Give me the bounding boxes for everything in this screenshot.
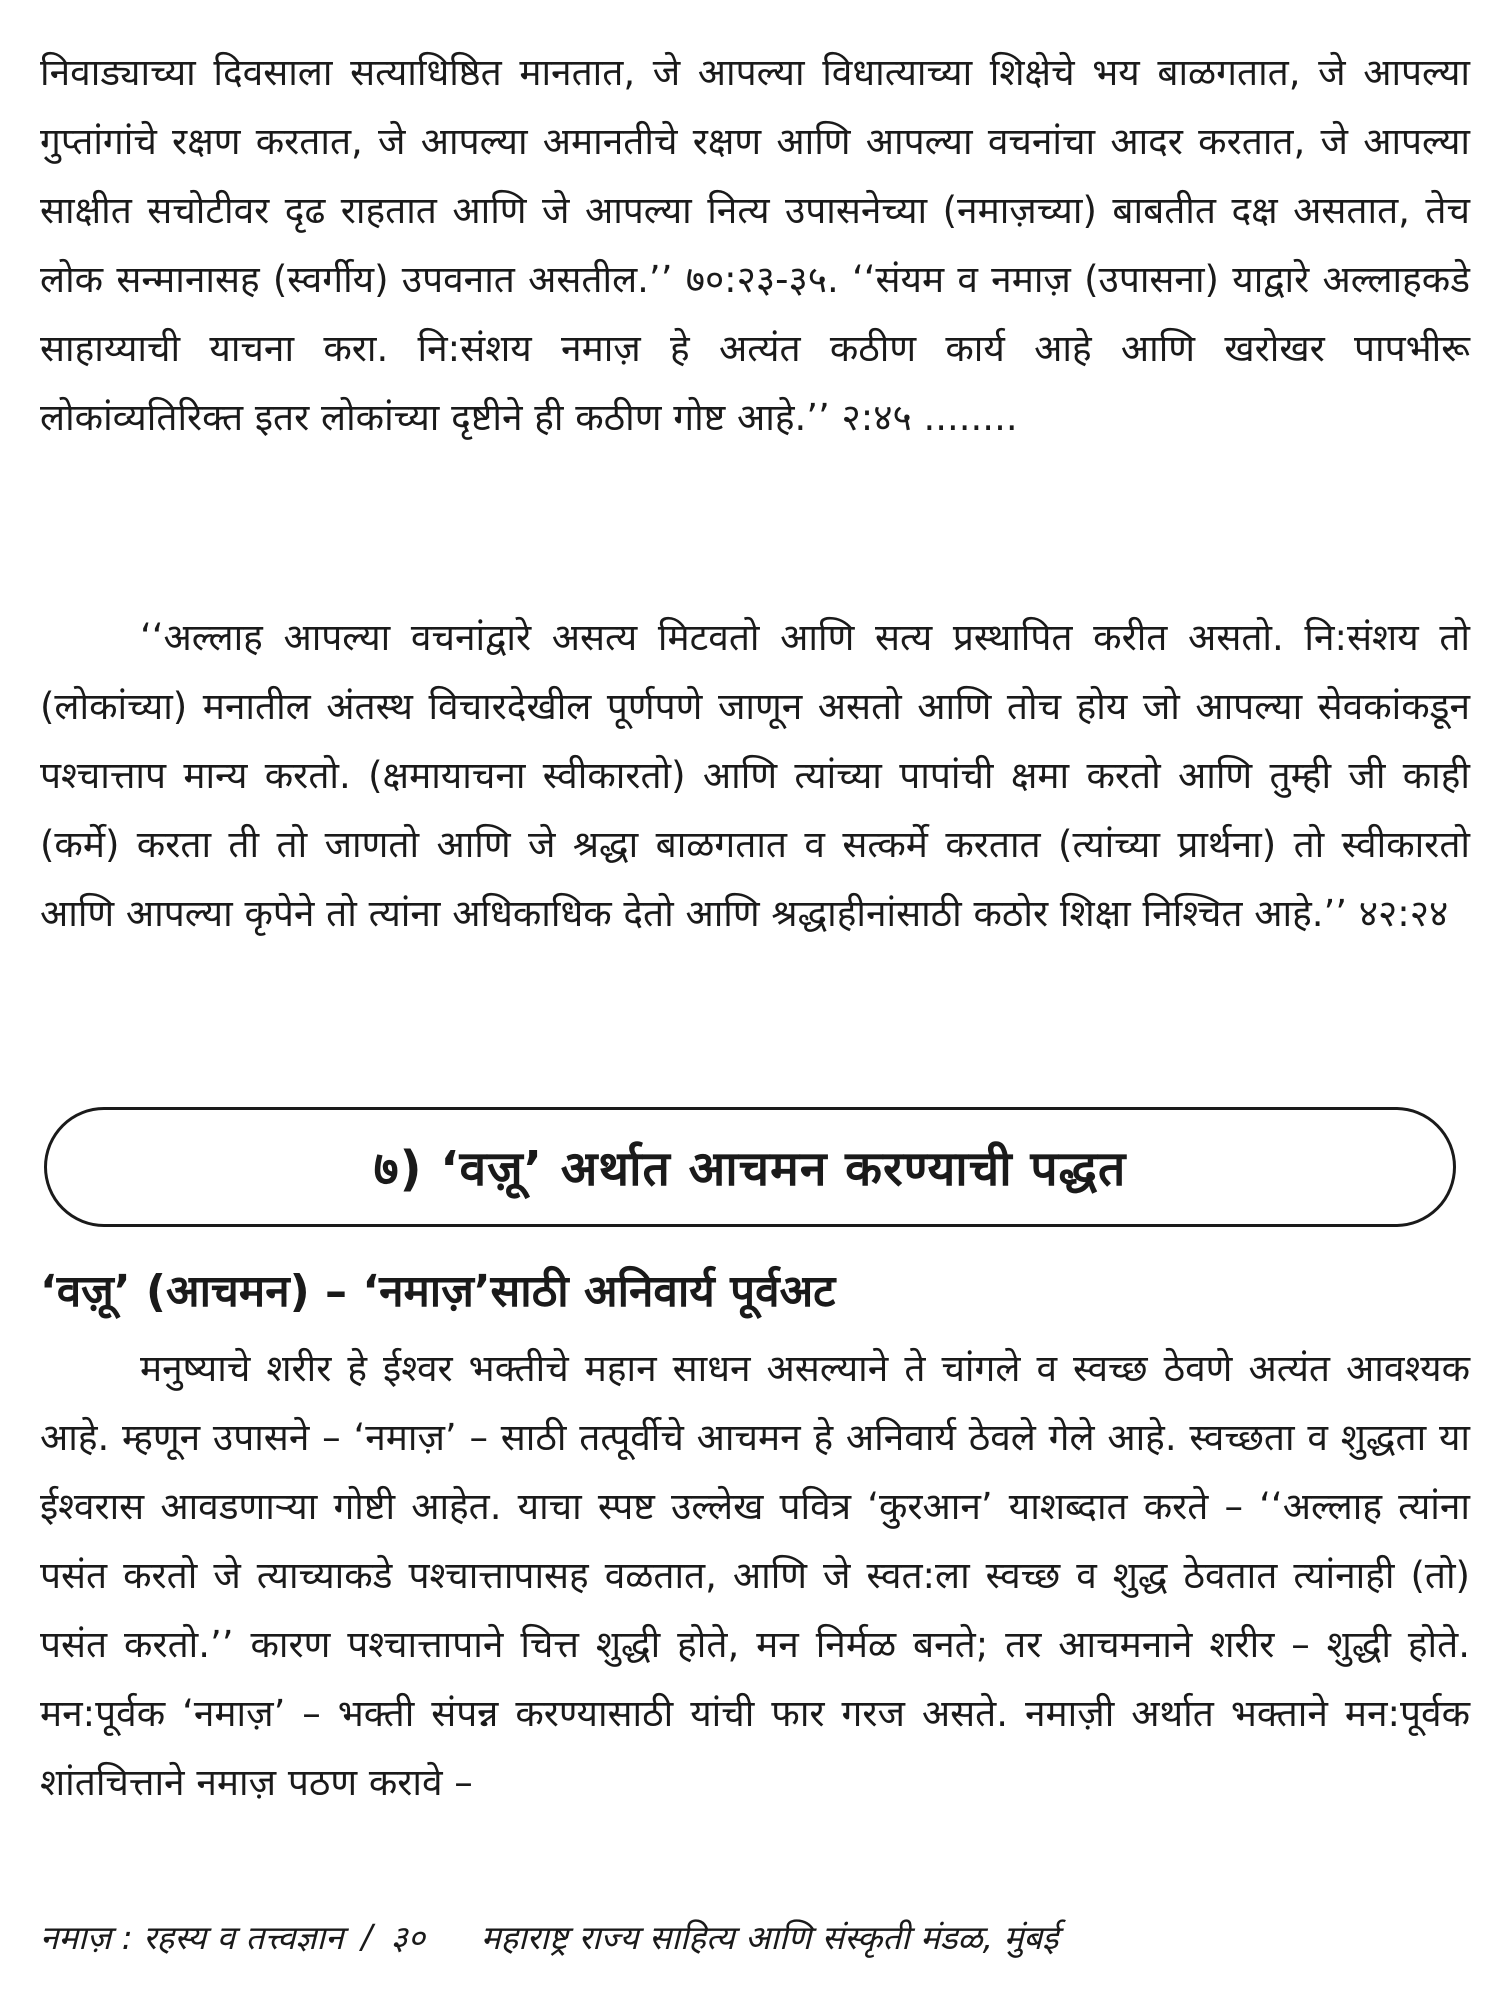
section-heading: ‘वज़ू’ (आचमन) – ‘नमाज़’साठी अनिवार्य पूर्वअट	[40, 1266, 836, 1317]
body-paragraph: मनुष्याचे शरीर हे ईश्वर भक्तीचे महान साधन असल्याने ते चांगले व स्वच्छ ठेवणे अत्यंत आवश्यक आहे. म्हणून उपासने – ‘नमाज़’ – साठी तत्पूर्वीचे आचमन हे अनिवार्य ठेवले गेले आहे. स्वच्छता व शुद्धता या ईश्वरास आवडणाऱ्या गोष्टी आहेत. याचा स्पष्ट उल्लेख पवित्र ‘कुरआन’ याशब्दात करते – ‘‘अल्लाह त्यांना पसंत करतो जे त्याच्याकडे पश्चात्तापासह वळतात, आणि जे स्वत:ला स्वच्छ व शुद्ध ठेवतात त्यांनाही (तो) पसंत करतो.’’ कारण पश्चात्तापाने चित्त शुद्धी होते, मन निर्मळ बनते; तर आचमनाने शरीर – शुद्धी होते. मन:पूर्वक ‘नमाज़’ – भक्ती संपन्न करण्यासाठी यांची फार गरज असते. नमाज़ी अर्थात भक्ताने मन:पूर्वक शांतचित्ताने नमाज़ पठण करावे –	[40, 1347, 1470, 1804]
quote-text-block	[40, 603, 1470, 948]
intro-paragraph: निवाड्याच्या दिवसाला सत्याधिष्ठित मानतात, जे आपल्या विधात्याच्या शिक्षेचे भय बाळगतात, जे आपल्या गुप्तांगांचे रक्षण करतात, जे आपल्या अमानतीचे रक्षण आणि आपल्या वचनांचा आदर करतात, जे आपल्या साक्षीत सचोटीवर दृढ राहतात आणि जे आपल्या नित्य उपासनेच्या (नमाज़च्या) बाबतीत दक्ष असतात, तेच लोक सन्मानासह (स्वर्गीय) उपवनात असतील.’’ ७०:२३-३५. ‘‘संयम व नमाज़ (उपासना) याद्वारे अल्लाहकडे साहाय्याची याचना करा. नि:संशय नमाज़ हे अत्यंत कठीण कार्य आहे आणि खरोखर पापभीरू लोकांव्यतिरिक्त इतर लोकांच्या दृष्टीने ही कठीण गोष्ट आहे.’’ २:४५ ........	[40, 51, 1470, 439]
footer-publisher: महाराष्ट्र राज्य साहित्य आणि संस्कृती मंडळ, मुंबई	[480, 1918, 1059, 1957]
footer-separator: /	[361, 1917, 373, 1956]
footer-book-title: नमाज़ : रहस्य व तत्त्वज्ञान	[40, 1918, 344, 1957]
chapter-title-box	[44, 1107, 1456, 1227]
page-number: ३०	[390, 1918, 425, 1957]
body-text-block	[40, 1334, 1470, 1817]
intro-text-block	[40, 38, 1470, 452]
quran-quote-paragraph: ‘‘अल्लाह आपल्या वचनांद्वारे असत्य मिटवतो आणि सत्य प्रस्थापित करीत असतो. नि:संशय तो (लोकांच्या) मनातील अंतस्थ विचारदेखील पूर्णपणे जाणून असतो आणि तोच होय जो आपल्या सेवकांकडून पश्चात्ताप मान्य करतो. (क्षमायाचना स्वीकारतो) आणि त्यांच्या पापांची क्षमा करतो आणि तुम्ही जी काही (कर्मे) करता ती तो जाणतो आणि जे श्रद्धा बाळगतात व सत्कर्मे करतात (त्यांच्या प्रार्थना) तो स्वीकारतो आणि आपल्या कृपेने तो त्यांना अधिकाधिक देतो आणि श्रद्धाहीनांसाठी कठोर शिक्षा निश्चित आहे.’’ ४२:२४	[40, 616, 1470, 935]
chapter-title: ७) ‘वज़ू’ अर्थात आचमन करण्याची पद्धत	[373, 1140, 1127, 1197]
page-footer	[40, 1914, 1470, 1959]
